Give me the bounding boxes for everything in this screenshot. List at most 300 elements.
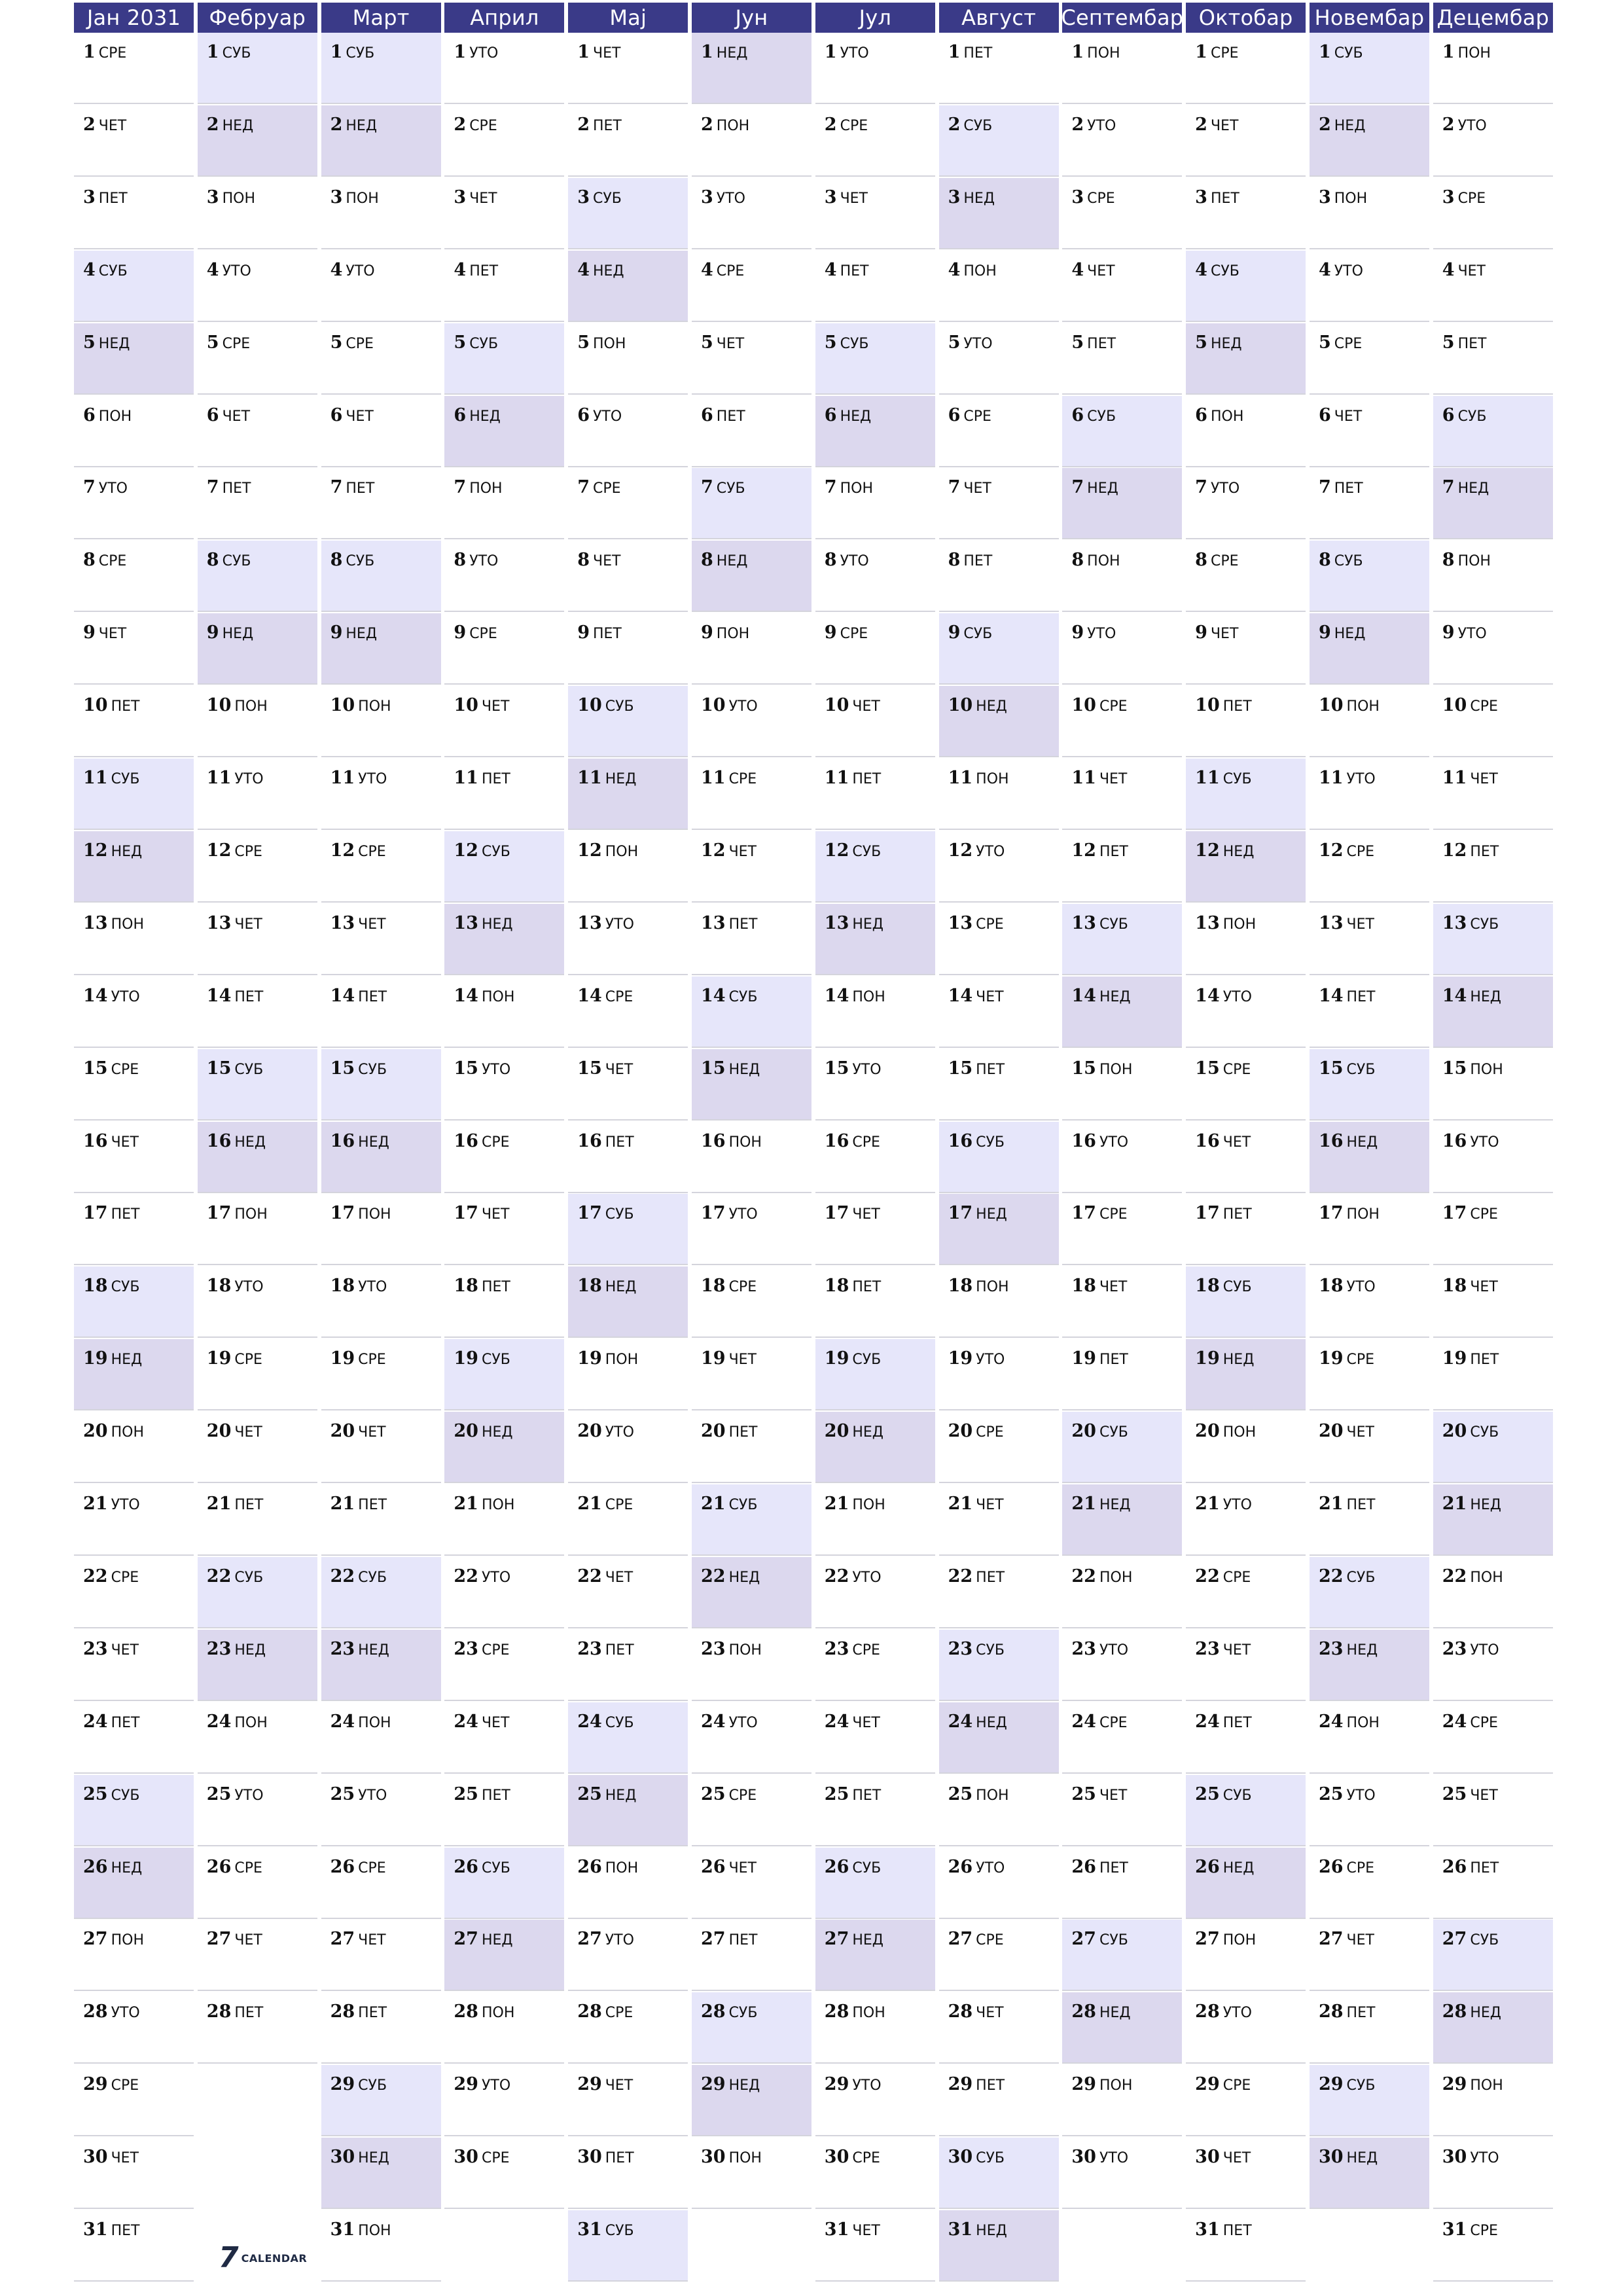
day-cell <box>444 759 564 830</box>
day-cell <box>692 977 812 1048</box>
weekday-label: СУБ <box>346 45 375 62</box>
day-number: 7 <box>330 477 343 498</box>
day-cell <box>568 904 688 975</box>
day-cell <box>1186 1702 1306 1774</box>
weekday-label: ЧЕТ <box>222 408 251 425</box>
day-cell <box>1062 2138 1182 2209</box>
day-cell <box>74 1557 194 1628</box>
day-number: 5 <box>700 332 713 353</box>
weekday-label: ПОН <box>852 1497 885 1513</box>
day-cell <box>444 904 564 975</box>
day-cell <box>1062 2065 1182 2136</box>
weekday-label: СРЕ <box>605 1497 633 1513</box>
weekday-label: ПОН <box>481 1497 515 1513</box>
day-cell <box>444 396 564 467</box>
day-cell <box>74 613 194 685</box>
day-number: 5 <box>1195 332 1207 353</box>
day-number: 17 <box>1071 1203 1096 1224</box>
day-number: 29 <box>1071 2074 1096 2095</box>
day-number: 10 <box>1442 695 1467 716</box>
day-cell <box>74 904 194 975</box>
day-cell <box>444 251 564 322</box>
weekday-label: ЧЕТ <box>852 698 880 715</box>
day-number: 8 <box>824 550 837 571</box>
weekday-label: ПОН <box>728 2150 762 2167</box>
day-cell <box>568 468 688 539</box>
day-number: 2 <box>1195 114 1207 135</box>
weekday-label: УТО <box>592 408 622 425</box>
day-number: 24 <box>1318 1711 1344 1732</box>
day-cell <box>198 831 317 903</box>
weekday-label: НЕД <box>1222 1859 1255 1876</box>
day-cell <box>1433 613 1553 685</box>
day-number: 19 <box>1071 1348 1096 1369</box>
weekday-label: НЕД <box>222 626 254 643</box>
day-cell <box>1186 831 1306 903</box>
day-cell <box>568 178 688 249</box>
day-cell <box>1186 2065 1306 2136</box>
weekday-label: НЕД <box>1470 2005 1501 2022</box>
weekday-label: НЕД <box>1087 480 1118 497</box>
day-number: 14 <box>577 985 602 1006</box>
day-number: 15 <box>454 1058 478 1079</box>
day-number: 30 <box>824 2147 849 2168</box>
day-cell <box>1310 1992 1429 2064</box>
weekday-label: СРЕ <box>1087 190 1115 207</box>
weekday-label: УТО <box>111 1497 140 1513</box>
day-cell <box>74 977 194 1048</box>
day-number: 1 <box>454 42 467 62</box>
weekday-label: НЕД <box>1334 117 1366 134</box>
day-number: 29 <box>700 2074 726 2095</box>
weekday-label: УТО <box>963 335 993 352</box>
day-number: 2 <box>948 114 961 135</box>
weekday-label: ПОН <box>1470 1569 1503 1586</box>
day-number: 30 <box>700 2147 726 2168</box>
day-cell <box>321 1848 441 1919</box>
day-number: 13 <box>700 912 726 933</box>
day-number: 14 <box>824 985 849 1006</box>
day-cell <box>74 2138 194 2209</box>
weekday-label: СУБ <box>1222 1787 1252 1804</box>
weekday-label: ПОН <box>605 843 639 860</box>
day-cell <box>74 1702 194 1774</box>
day-number: 21 <box>1318 1494 1344 1514</box>
day-cell <box>939 251 1059 322</box>
day-number: 14 <box>330 985 355 1006</box>
day-number: 28 <box>83 2001 108 2022</box>
day-number: 21 <box>83 1494 108 1514</box>
weekday-label: СУБ <box>358 2077 387 2094</box>
weekday-label: СРЕ <box>98 45 127 62</box>
day-cell <box>939 1412 1059 1483</box>
day-cell <box>74 2210 194 2282</box>
day-number: 21 <box>1071 1494 1096 1514</box>
weekday-label: ПОН <box>1222 1424 1257 1441</box>
weekday-label: УТО <box>605 1424 634 1441</box>
month-column <box>815 3 939 2296</box>
day-cell <box>692 904 812 975</box>
weekday-label: НЕД <box>1346 1134 1378 1151</box>
day-cell <box>198 1992 317 2064</box>
day-number: 19 <box>1442 1348 1467 1369</box>
day-number: 6 <box>824 404 837 425</box>
weekday-label: СРЕ <box>234 843 262 860</box>
day-cell <box>568 323 688 395</box>
day-cell <box>198 613 317 685</box>
month-header: Јун <box>692 3 812 33</box>
day-cell <box>692 33 812 104</box>
day-cell <box>692 178 812 249</box>
day-cell <box>74 1920 194 1991</box>
weekday-label: УТО <box>358 1787 387 1804</box>
day-number: 11 <box>1071 768 1096 788</box>
day-number: 13 <box>83 912 108 933</box>
day-cell <box>1310 178 1429 249</box>
weekday-label: УТО <box>1457 117 1487 134</box>
weekday-label: УТО <box>976 843 1005 860</box>
weekday-label: СУБ <box>592 190 622 207</box>
day-cell <box>321 178 441 249</box>
weekday-label: ПЕТ <box>234 1497 264 1513</box>
day-cell <box>321 541 441 612</box>
weekday-label: СРЕ <box>358 1859 386 1876</box>
day-number: 27 <box>1195 1929 1220 1950</box>
day-number: 18 <box>824 1276 849 1297</box>
day-number: 12 <box>577 840 602 861</box>
day-cell <box>939 613 1059 685</box>
weekday-label: УТО <box>481 2077 511 2094</box>
day-cell <box>692 831 812 903</box>
day-number: 22 <box>1318 1566 1344 1587</box>
day-cell <box>1062 396 1182 467</box>
weekday-label: ПЕТ <box>592 626 622 643</box>
day-number: 6 <box>1442 404 1455 425</box>
month-header: Октобар <box>1186 3 1306 33</box>
day-number: 14 <box>948 985 973 1006</box>
day-number: 30 <box>1318 2147 1344 2168</box>
day-number: 28 <box>700 2001 726 2022</box>
day-number: 9 <box>700 622 713 643</box>
weekday-label: СУБ <box>1222 771 1252 787</box>
day-cell <box>1310 686 1429 757</box>
day-number: 29 <box>454 2074 478 2095</box>
day-number: 11 <box>1442 768 1467 788</box>
day-cell <box>1186 1484 1306 1556</box>
day-cell <box>321 613 441 685</box>
day-cell <box>74 396 194 467</box>
day-number: 16 <box>1442 1130 1467 1151</box>
weekday-label: ПОН <box>1222 1932 1257 1949</box>
day-number: 10 <box>83 695 108 716</box>
day-number: 26 <box>1318 1856 1344 1877</box>
day-number: 25 <box>824 1784 849 1804</box>
day-number: 14 <box>1318 985 1344 1006</box>
day-number: 20 <box>454 1421 478 1442</box>
weekday-label: СРЕ <box>481 1641 510 1659</box>
day-number: 2 <box>330 114 343 135</box>
weekday-label: ЧЕТ <box>605 1569 633 1586</box>
weekday-label: ПОН <box>1346 1206 1380 1223</box>
day-cell <box>568 1122 688 1193</box>
day-number: 29 <box>1318 2074 1344 2095</box>
weekday-label: НЕД <box>358 2150 389 2167</box>
day-cell <box>1433 1266 1553 1338</box>
weekday-label: ПОН <box>605 1859 639 1876</box>
day-cell <box>815 396 935 467</box>
day-number: 4 <box>83 259 96 280</box>
day-cell <box>1062 1049 1182 1121</box>
day-number: 1 <box>1195 42 1207 62</box>
weekday-label: СУБ <box>481 843 510 860</box>
weekday-label: ПОН <box>728 1641 762 1659</box>
weekday-label: ПЕТ <box>346 480 375 497</box>
day-cell <box>815 105 935 177</box>
weekday-label: ЧЕТ <box>1222 1134 1251 1151</box>
day-cell <box>815 323 935 395</box>
day-number: 20 <box>83 1421 108 1442</box>
weekday-label: УТО <box>1087 626 1116 643</box>
weekday-label: ПОН <box>1099 1569 1133 1586</box>
weekday-label: ЧЕТ <box>728 1859 757 1876</box>
weekday-label: СУБ <box>976 1641 1005 1659</box>
day-number: 26 <box>1195 1856 1220 1877</box>
day-number: 22 <box>1195 1566 1220 1587</box>
month-column <box>939 3 1063 2296</box>
weekday-label: ПЕТ <box>963 45 993 62</box>
day-cell <box>198 1122 317 1193</box>
weekday-label: ПОН <box>358 1714 391 1731</box>
month-column <box>692 3 815 2296</box>
day-cell <box>1186 759 1306 830</box>
day-cell <box>74 686 194 757</box>
day-cell <box>815 251 935 322</box>
day-number: 6 <box>206 404 219 425</box>
weekday-label: ПОН <box>111 1424 144 1441</box>
day-number: 5 <box>454 332 467 353</box>
day-cell <box>692 1122 812 1193</box>
day-number: 12 <box>1442 840 1467 861</box>
weekday-label: ЧЕТ <box>1470 771 1498 787</box>
day-number: 23 <box>330 1638 355 1659</box>
day-number: 25 <box>700 1784 726 1804</box>
weekday-label: СУБ <box>1334 45 1363 62</box>
day-cell <box>692 468 812 539</box>
weekday-label: ПОН <box>1210 408 1244 425</box>
day-number: 15 <box>206 1058 232 1079</box>
weekday-label: ЧЕТ <box>358 1424 386 1441</box>
day-number: 18 <box>1318 1276 1344 1297</box>
day-cell <box>939 33 1059 104</box>
day-cell <box>1310 2138 1429 2209</box>
weekday-label: ПОН <box>1470 2077 1503 2094</box>
day-cell <box>692 613 812 685</box>
day-number: 13 <box>948 912 973 933</box>
day-cell <box>198 1848 317 1919</box>
day-cell <box>1310 759 1429 830</box>
weekday-label: ЧЕТ <box>234 916 262 933</box>
day-cell <box>692 323 812 395</box>
weekday-label: УТО <box>358 771 387 787</box>
day-cell <box>1186 1920 1306 1991</box>
weekday-label: УТО <box>716 190 745 207</box>
weekday-label: СРЕ <box>728 771 757 787</box>
day-number: 8 <box>1071 550 1084 571</box>
day-cell <box>1186 2138 1306 2209</box>
day-cell <box>1186 541 1306 612</box>
day-number: 19 <box>1318 1348 1344 1369</box>
day-number: 3 <box>454 187 467 207</box>
weekday-label: ПЕТ <box>1222 1714 1252 1731</box>
day-cell <box>1062 759 1182 830</box>
day-number: 30 <box>330 2147 355 2168</box>
day-number: 17 <box>1442 1203 1467 1224</box>
day-number: 23 <box>206 1638 232 1659</box>
weekday-label: ЧЕТ <box>1099 1279 1128 1296</box>
day-number: 12 <box>1195 840 1220 861</box>
weekday-label: УТО <box>1346 1279 1376 1296</box>
weekday-label: ЧЕТ <box>481 1714 510 1731</box>
day-cell <box>1433 468 1553 539</box>
day-cell <box>198 323 317 395</box>
weekday-label: ПЕТ <box>1222 2223 1252 2239</box>
day-cell <box>568 2138 688 2209</box>
day-number: 7 <box>948 477 961 498</box>
day-number: 3 <box>83 187 96 207</box>
day-number: 1 <box>83 42 96 62</box>
day-cell <box>1310 468 1429 539</box>
day-number: 18 <box>700 1276 726 1297</box>
weekday-label: УТО <box>222 262 251 279</box>
day-cell <box>444 1630 564 1701</box>
weekday-label: УТО <box>234 1787 264 1804</box>
day-number: 8 <box>83 550 96 571</box>
day-cell <box>1186 1266 1306 1338</box>
weekday-label: НЕД <box>481 916 513 933</box>
day-cell <box>1433 1992 1553 2064</box>
year-calendar-grid <box>74 3 1557 2296</box>
day-cell <box>815 904 935 975</box>
weekday-label: НЕД <box>1346 1641 1378 1659</box>
weekday-label: НЕД <box>1346 2150 1378 2167</box>
day-cell <box>444 1194 564 1265</box>
day-cell <box>321 1339 441 1410</box>
weekday-label: НЕД <box>728 2077 760 2094</box>
month-header: Јан 2031 <box>74 3 194 33</box>
weekday-label: НЕД <box>728 1061 760 1078</box>
day-cell <box>568 541 688 612</box>
weekday-label: СУБ <box>1470 916 1499 933</box>
weekday-label: НЕД <box>976 698 1007 715</box>
weekday-label: ПЕТ <box>1470 843 1499 860</box>
month-header: Септембар <box>1062 3 1182 33</box>
weekday-label: УТО <box>234 1279 264 1296</box>
day-number: 27 <box>454 1929 478 1950</box>
day-cell <box>1310 1194 1429 1265</box>
day-cell <box>1062 33 1182 104</box>
day-cell <box>1062 105 1182 177</box>
day-cell <box>1186 323 1306 395</box>
day-number: 9 <box>206 622 219 643</box>
weekday-label: УТО <box>840 553 869 570</box>
weekday-label: СУБ <box>358 1569 387 1586</box>
day-cell <box>1433 396 1553 467</box>
day-cell <box>1433 686 1553 757</box>
day-cell <box>1433 33 1553 104</box>
weekday-label: ПЕТ <box>1210 190 1240 207</box>
weekday-label: СРЕ <box>728 1279 757 1296</box>
weekday-label: ПЕТ <box>852 771 882 787</box>
day-number: 3 <box>206 187 219 207</box>
weekday-label: ЧЕТ <box>728 843 757 860</box>
weekday-label: УТО <box>98 480 128 497</box>
day-number: 12 <box>206 840 232 861</box>
day-cell <box>1433 1702 1553 1774</box>
weekday-label: СУБ <box>728 1497 758 1513</box>
day-cell <box>321 1194 441 1265</box>
weekday-label: СРЕ <box>605 2005 633 2022</box>
day-cell <box>1433 251 1553 322</box>
day-cell <box>74 105 194 177</box>
day-number: 20 <box>1071 1421 1096 1442</box>
day-cell <box>198 251 317 322</box>
day-number: 29 <box>1442 2074 1467 2095</box>
weekday-label: НЕД <box>481 1424 513 1441</box>
month-column <box>1433 3 1557 2296</box>
weekday-label: СРЕ <box>1470 1206 1498 1223</box>
weekday-label: СУБ <box>1470 1424 1499 1441</box>
weekday-label: ПОН <box>481 988 515 1005</box>
day-number: 5 <box>83 332 96 353</box>
day-number: 8 <box>206 550 219 571</box>
weekday-label: ЧЕТ <box>481 1206 510 1223</box>
day-cell <box>198 1920 317 1991</box>
day-number: 19 <box>330 1348 355 1369</box>
weekday-label: ЧЕТ <box>111 1641 139 1659</box>
day-cell <box>815 2065 935 2136</box>
day-cell <box>692 1484 812 1556</box>
weekday-label: СРЕ <box>1210 553 1239 570</box>
day-number: 29 <box>948 2074 973 2095</box>
day-number: 17 <box>330 1203 355 1224</box>
day-cell <box>692 2138 812 2209</box>
day-cell <box>321 1702 441 1774</box>
day-cell <box>1310 904 1429 975</box>
day-number: 14 <box>83 985 108 1006</box>
weekday-label: СРЕ <box>1470 1714 1498 1731</box>
day-cell <box>568 1557 688 1628</box>
day-number: 20 <box>206 1421 232 1442</box>
weekday-label: ЧЕТ <box>358 916 386 933</box>
weekday-label: СУБ <box>111 1787 140 1804</box>
weekday-label: УТО <box>481 1061 511 1078</box>
day-number: 21 <box>948 1494 973 1514</box>
day-number: 24 <box>1195 1711 1220 1732</box>
day-cell <box>198 105 317 177</box>
day-cell <box>1186 1339 1306 1410</box>
day-cell <box>321 831 441 903</box>
day-number: 7 <box>1195 477 1207 498</box>
day-number: 25 <box>1071 1784 1096 1804</box>
day-cell <box>1433 1122 1553 1193</box>
weekday-label: ПОН <box>222 190 255 207</box>
day-cell <box>1310 396 1429 467</box>
day-number: 28 <box>1318 2001 1344 2022</box>
day-number: 23 <box>454 1638 478 1659</box>
day-cell <box>568 33 688 104</box>
weekday-label: ЧЕТ <box>1334 408 1363 425</box>
weekday-label: СУБ <box>234 1569 264 1586</box>
